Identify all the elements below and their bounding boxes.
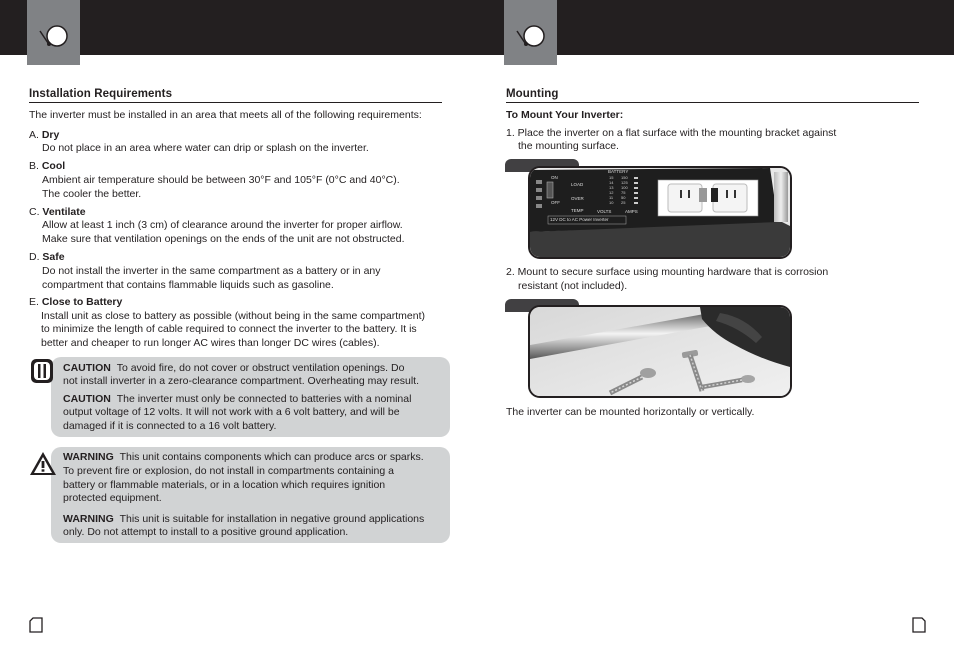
over-label: OVER [571,196,584,201]
warning-triangle-icon [29,451,57,476]
warning-text: only. Do not attempt to install to a positive ground application. [63,526,349,538]
closing-text: The inverter can be mounted horizontally or vertically. [506,406,755,418]
warning-text: WARNING This unit contains components which can produce arcs or sparks. [63,451,424,463]
volts-label: VOLTS [597,209,612,214]
volt-scale: 15 14 13 12 11 10 [609,175,614,205]
switch-off-label: OFF [551,200,560,205]
switch-on-label: ON [551,175,558,180]
amps-label: AMPS [625,209,638,214]
battery-label: BATTERY [608,169,629,174]
requirement-text: Do not place in an area where water can drip or splash on the inverter. [42,142,369,154]
inverter-panel-illustration [530,168,790,257]
page-icon [29,617,43,633]
requirement-title: E. Close to Battery [29,296,123,308]
amp-scale: 150 125 100 75 50 25 [621,175,628,205]
section-heading: Installation Requirements [29,88,173,100]
requirement-title: A. Dry [29,129,60,141]
requirement-text: Make sure that ventilation openings on the ends of the unit are not obstructed. [42,233,405,245]
section-heading: Mounting [506,88,559,100]
requirement-text: Ambient air temperature should be between 30°F and 105°F (0°C and 40°C). [42,174,400,186]
step-text: 1. Place the inverter on a flat surface with the mounting bracket against [506,127,837,139]
load-label: LOAD [571,182,584,187]
caution-text: CAUTION The inverter must only be connected to batteries with a nominal [63,393,412,405]
heading-rule [506,102,919,103]
subheading: To Mount Your Inverter: [506,109,624,121]
requirement-title: B. Cool [29,160,66,172]
warning-text: WARNING This unit is suitable for installation in negative ground applications [63,513,425,525]
caution-text: damaged if it is connected to a 16 volt battery. [63,420,277,432]
model-label: 12V DC to AC Power Inverter [550,217,609,222]
caution-text: output voltage of 12 volts. It will not work with a 6 volt battery, and will be [63,406,400,418]
intro-text: The inverter must be installed in an area that meets all of the following requirements: [29,109,422,121]
requirement-title: D. Safe [29,251,65,263]
requirement-text: Install unit as close to battery as possible (without being in the same compartment) [41,310,426,322]
inverter-photo [528,166,792,259]
warning-text: battery or flammable materials, or in a location which requires ignition [63,479,386,491]
temp-label: TEMP [571,208,584,213]
step-text: resistant (not included). [518,280,628,292]
requirement-title: C. Ventilate [29,206,86,218]
requirement-text: compartment that contains flammable liquids such as gasoline. [42,279,334,291]
right-tab [504,0,557,65]
requirement-text: Allow at least 1 inch (3 cm) of clearance around the inverter for proper airflow. [42,219,403,231]
requirement-text: The cooler the better. [42,188,142,200]
step-text: 2. Mount to secure surface using mounting hardware that is corrosion [506,266,829,278]
magnifier-icon [37,22,69,52]
mounting-hardware-photo [528,305,792,398]
caution-icon [30,358,54,384]
left-tab [27,0,80,65]
page-icon [912,617,926,633]
warning-text: protected equipment. [63,492,162,504]
requirement-text: to minimize the length of cable required to connect the inverter to the battery. It is [41,323,417,335]
heading-rule [29,102,442,103]
magnifier-icon [514,22,546,52]
warning-text: To prevent fire or explosion, do not install in compartments containing a [63,465,394,477]
header-bar [0,0,954,55]
step-text: the mounting surface. [518,140,619,152]
requirement-text: better and cheaper to run longer AC wires than longer DC wires (cables). [41,337,380,349]
drill-screws-illustration [530,307,790,396]
requirement-text: Do not install the inverter in the same compartment as a battery or in any [42,265,381,277]
caution-text: CAUTION To avoid fire, do not cover or obstruct ventilation openings. Do [63,362,405,374]
caution-text: not install inverter in a zero-clearance compartment. Overheating may result. [63,375,419,387]
